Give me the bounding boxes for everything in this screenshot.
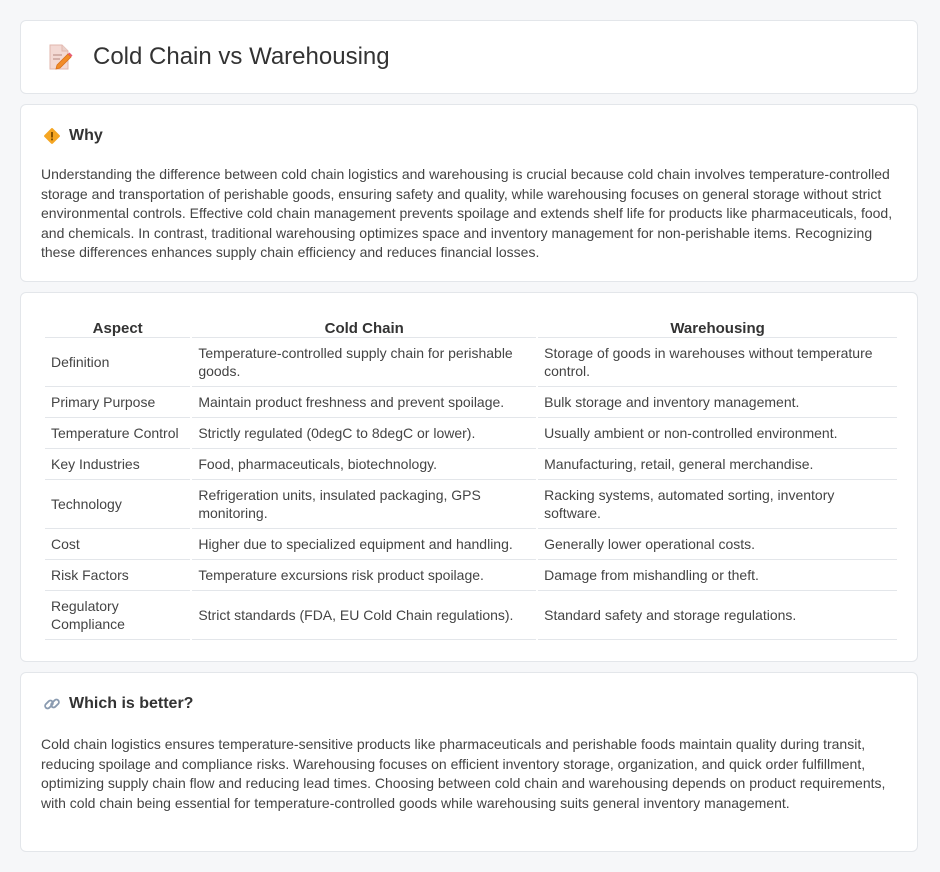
better-heading: Which is better?: [69, 695, 194, 712]
cold-chain-cell: Strict standards (FDA, EU Cold Chain regulations).: [192, 591, 536, 640]
cold-chain-cell: Refrigeration units, insulated packaging, GPS monitoring.: [192, 480, 536, 529]
why-heading: Why: [69, 127, 103, 144]
why-heading-row: [43, 127, 103, 145]
warehousing-cell: Manufacturing, retail, general merchandise.: [538, 449, 897, 480]
aspect-cell: Key Industries: [45, 449, 190, 480]
table-row: [45, 529, 897, 560]
table-row: [45, 560, 897, 591]
aspect-cell: Regulatory Compliance: [45, 591, 190, 640]
header-cold-chain: Cold Chain: [192, 315, 536, 338]
cold-chain-cell: Temperature excursions risk product spoilage.: [192, 560, 536, 591]
table-row: [45, 480, 897, 529]
warehousing-cell: Bulk storage and inventory management.: [538, 387, 897, 418]
table-row: [45, 338, 897, 387]
cold-chain-cell: Food, pharmaceuticals, biotechnology.: [192, 449, 536, 480]
cold-chain-cell: Higher due to specialized equipment and handling.: [192, 529, 536, 560]
which-is-better-card: [20, 672, 918, 852]
aspect-cell: Cost: [45, 529, 190, 560]
title-card: [20, 20, 918, 94]
diamond-warning-icon: [43, 127, 61, 145]
warehousing-cell: Generally lower operational costs.: [538, 529, 897, 560]
warehousing-cell: Damage from mishandling or theft.: [538, 560, 897, 591]
better-heading-row: [43, 695, 193, 713]
better-paragraph: Cold chain logistics ensures temperature-sensitive products like pharmaceuticals and perishable foods maintain quality during transit, reducing spoilage and compliance risks. Warehousing focuses on efficient inventory storage, organization, and quick order fulfillment, optimizing supply chain flow and reducing lead times. Choosing between cold chain and warehousing depends on product requirements, with cold chain being essential for temperature-controlled goods while warehousing suits general inventory management.: [41, 736, 886, 811]
aspect-cell: Primary Purpose: [45, 387, 190, 418]
why-card: [20, 104, 918, 282]
warehousing-cell: Standard safety and storage regulations.: [538, 591, 897, 640]
cold-chain-cell: Temperature-controlled supply chain for perishable goods.: [192, 338, 536, 387]
document-pencil-icon: [47, 43, 73, 71]
warehousing-cell: Usually ambient or non-controlled environment.: [538, 418, 897, 449]
table-row: [45, 387, 897, 418]
table-row: [45, 591, 897, 640]
aspect-cell: Technology: [45, 480, 190, 529]
page-title: Cold Chain vs Warehousing: [93, 43, 390, 70]
table-row: [45, 449, 897, 480]
why-paragraph: Understanding the difference between cold chain logistics and warehousing is crucial because cold chain involves temperature-controlled storage and transportation of perishable goods, ensuring safety and quality, while warehousing focuses on general storage without strict environmental controls. Effective cold chain management prevents spoilage and extends shelf life for products like pharmaceuticals, food, and chemicals. In contrast, traditional warehousing optimizes space and inventory management for non-perishable items. Recognizing these differences enhances supply chain efficiency and reduces financial losses.: [41, 166, 893, 260]
comparison-table: [43, 315, 899, 640]
comparison-card: [20, 292, 918, 662]
warehousing-cell: Racking systems, automated sorting, inventory software.: [538, 480, 897, 529]
cold-chain-cell: Maintain product freshness and prevent spoilage.: [192, 387, 536, 418]
title-row: [47, 43, 390, 71]
cold-chain-cell: Strictly regulated (0degC to 8degC or lower).: [192, 418, 536, 449]
warehousing-cell: Storage of goods in warehouses without temperature control.: [538, 338, 897, 387]
link-icon: [43, 695, 61, 713]
table-header-row: [45, 315, 897, 338]
header-aspect: Aspect: [45, 315, 190, 338]
aspect-cell: Definition: [45, 338, 190, 387]
aspect-cell: Risk Factors: [45, 560, 190, 591]
header-warehousing: Warehousing: [538, 315, 897, 338]
table-row: [45, 418, 897, 449]
aspect-cell: Temperature Control: [45, 418, 190, 449]
